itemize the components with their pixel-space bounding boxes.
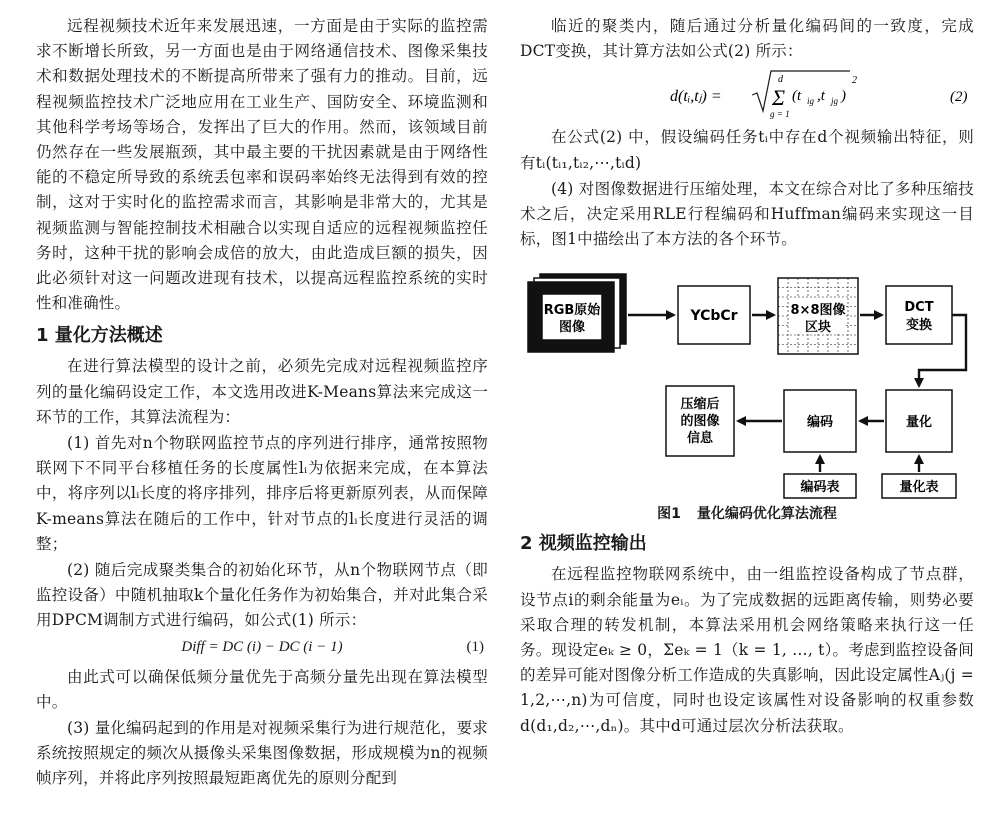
formula-1-explanation: 由此式可以确保低频分量优先于高频分量先出现在算法模型中。: [36, 667, 488, 711]
quant-label: 量化: [905, 415, 933, 431]
rgb-label-2: 图像: [558, 320, 586, 336]
section-1-intro: 在进行算法模型的设计之前，必须先完成对远程视频监控序列的量化编码设定工作，本文选用改进K-Means算法来完成这一环节的工作，其算法流程为：: [36, 357, 488, 426]
dct-box: [886, 286, 952, 344]
block-label-1: 8×8图像: [790, 303, 846, 319]
compressed-label-3: 信息: [686, 431, 714, 447]
formula-1: [36, 635, 488, 665]
figure-1-title: 量化编码优化算法流程: [696, 506, 837, 523]
step-2-paragraph: (2) 随后完成聚类集合的初始化环节，从n个物联网节点（即监控设备）中随机抽取k个量化任务作为初始集合，并对此集合采用DPCM调制方式进行编码，如公式(1) 所示：: [36, 561, 488, 630]
formula-1-number: (1): [466, 638, 484, 655]
block-label-2: 区块: [804, 320, 832, 336]
step-3-continued: 临近的聚类内，随后通过分析量化编码间的一致度，完成DCT变换，其计算方法如公式(2) 所示：: [520, 17, 974, 61]
intro-paragraph: 远程视频技术近年来发展迅速，一方面是由于实际的监控需求不断增长所致，另一方面也是由于网络通信技术、图像采集技术和数据处理技术的不断提高所带来了强有力的推动。目前，远程视频监控技术广泛地应用在工业生产、国防安全、环境监测和其他科学考场等场合，发挥出了巨大的作用。然而，该领域目前仍然存在一些发展瓶颈，其中最主要的干扰因素就是由于网络性能的不稳定所导致的系统丢包率和误码率始终无法得到有效的控制，这对于实时化的监控需求而言，其影响是非常大的，尤其是视频监测与智能控制技术相融合以实现自适应的远程视频监控任务时，这种干扰的影响会成倍的放大，由此造成巨额的损失，因此必须针对这一问题改进现有技术，以提高远程监控系统的实时性和准确性。: [36, 17, 488, 313]
formula-2-exponent: 2: [852, 75, 857, 87]
section-1-heading: 1 量化方法概述: [36, 325, 163, 347]
formula-2-number: (2): [950, 89, 968, 106]
formula-2-lhs: d(tᵢ,tⱼ) =: [670, 88, 722, 106]
encode-label: 编码: [806, 415, 834, 431]
compressed-label-1: 压缩后: [680, 397, 720, 413]
figure-1-caption: [520, 504, 974, 524]
flowchart: [520, 258, 974, 502]
codetable-label: 编码表: [800, 480, 840, 496]
formula-2-term-close: ): [841, 88, 846, 105]
sum-lower-limit: g = 1: [770, 109, 790, 120]
formula-2-sub-2: jg: [831, 96, 839, 107]
formula-2-graphic: [520, 65, 974, 125]
sum-upper-limit: d: [778, 74, 783, 86]
step-1-paragraph: (1) 首先对n个物联网监控节点的序列进行排序，通常按照物联网下不同平台移植任务的长度属性lᵢ为依据来完成，在本算法中，将序列以lᵢ长度的将序排列，排序后将更新原列表，从而保障K-means算法在随后的工作中，针对节点的lᵢ长度进行灵活的调整；: [36, 434, 488, 553]
sum-sign: Σ: [772, 85, 786, 111]
formula-2-explanation: 在公式(2) 中，假设编码任务tᵢ中存在d个视频输出特征，则有tᵢ(tᵢ₁,tᵢ₂,⋯,tᵢd): [520, 128, 974, 172]
dct-label-1: DCT: [904, 300, 934, 316]
step-4-paragraph: (4) 对图像数据进行压缩处理，本文在综合对比了多种压缩技术之后，决定采用RLE行程编码和Huffman编码来实现这一目标，图1中描绘出了本方法的各个环节。: [520, 179, 974, 249]
figure-1: [520, 258, 974, 502]
dct-label-2: 变换: [905, 318, 933, 334]
formula-2: [520, 65, 974, 125]
rgb-label-1: RGB原始: [543, 303, 601, 319]
right-column: [520, 14, 974, 740]
formula-2-sub-1: ig: [807, 96, 815, 107]
figure-1-number: 图1: [657, 506, 681, 523]
quanttable-label: 量化表: [899, 480, 939, 496]
section-2-paragraph: 在远程监控物联网系统中，由一组监控设备构成了节点群，设节点i的剩余能量为eᵢ。为了完成数据的远距离传输，则势必要采取合理的转发机制，本算法采用机会网络策略来执行这一任务。现设定eₖ ≥ 0，Σeₖ = 1（k = 1, …, t）。考虑到监控设备间的差异可能对图像分析工作造成的失真影响，因此设定属性Aⱼ(j = 1,2,⋯,n)为可信度，同时也设定该属性对设备影响的权重参数d(d₁,d₂,⋯,dₙ)。其中d可通过层次分析法获取。: [520, 565, 974, 735]
step-3-paragraph: (3) 量化编码起到的作用是对视频采集行为进行规范化，要求系统按照规定的频次从摄像头采集图像数据，形成规模为n的视频帧序列，并将此序列按照最短距离优先的原则分配到: [36, 719, 488, 788]
compressed-label-2: 的图像: [680, 414, 720, 430]
ycbcr-label: YCbCr: [690, 308, 738, 325]
formula-2-term-mid: ,t: [817, 88, 825, 105]
section-2-heading: 2 视频监控输出: [520, 533, 647, 555]
left-column: [36, 14, 488, 793]
formula-1-expression: Diff = DC (i) − DC (i − 1): [181, 638, 343, 655]
formula-2-term-open: (t: [792, 88, 802, 105]
